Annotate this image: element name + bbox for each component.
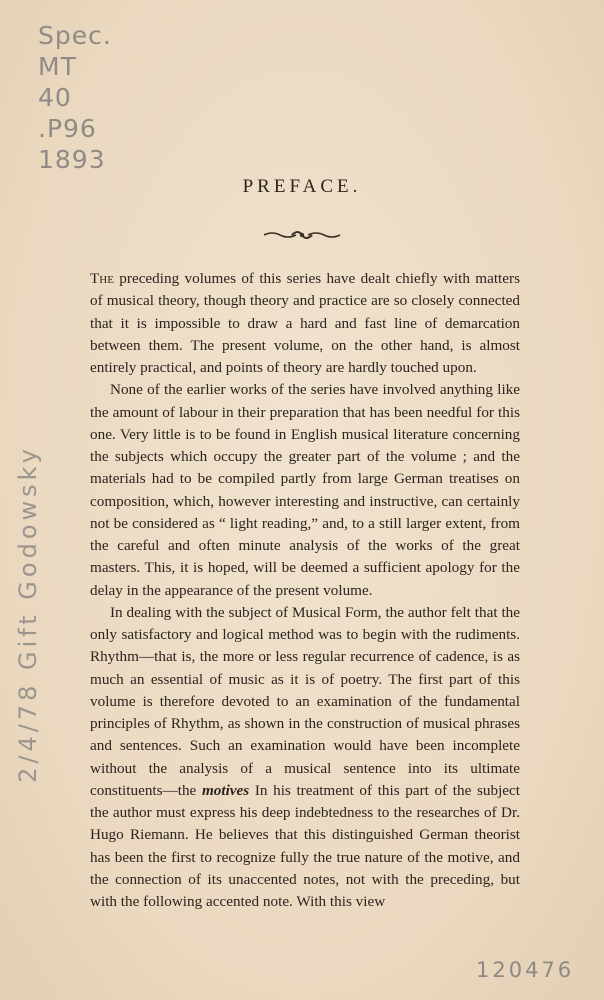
call-number-line: .P96 [38,114,97,143]
call-number-pencil-note [38,20,118,175]
ornament-divider-icon [262,228,342,242]
paragraph: The preceding volumes of this series have dealt chiefly with matters of musical theory, though theory and practice are so closely connected that it is impossible to draw a hard and fast line of demarcation between them. The present volume, on the other hand, is almost entirely practical, and points of theory are hardly touched upon. [90,270,520,376]
call-number-line: Spec. [38,21,112,50]
accession-number: 120476 [476,958,575,982]
paragraph-lead-word: The [90,270,114,287]
call-number-line: 1893 [38,145,106,174]
paragraph: None of the earlier works of the series have involved anything like the amount of labour in their preparation that has been needful for this one. Very little is to be found in English musical literature concerning the subjects which occupy the greater part of the volume ; and the materials had to be compiled partly from large German treatises on composition, which, however interesting and instructive, can certainly not be considered as “ light reading,” and, to a still larger extent, from the careful and often minute analysis of the works of the great masters. This, it is hoped, will be deemed a sufficient apology for the delay in the appearance of the present volume. [90,381,520,599]
preface-body [90,268,520,913]
page-title: PREFACE. [242,176,362,197]
emphasized-word: motives [201,781,250,799]
call-number-line: MT [38,52,77,81]
call-number-line: 40 [38,83,72,112]
paragraph: In dealing with the subject of Musical Form, the author felt that the only satisfactory and logical method was to begin with the rudiments. Rhythm—that is, the more or less regular recurrence of cadence, is as much an essential of music as it is of poetry. The first part of this volume is therefore devoted to an examination of the fundamental principles of Rhythm, as shown in the construction of musical phrases and sentences. Such an examination would have been incomplete without the analysis of a musical sentence into its ultimate constituents—the motives In his treatment of this part of the subject the author must express his deep indebtedness to the researches of Dr. Hugo Riemann. He believes that this distinguished German theorist has been the first to recognize fully the true nature of the motive, and the connection of its unaccented notes, not with the preceding, but with the following accented note. With this view [90,603,520,910]
margin-pencil-note: 2/4/78 Gift Godowsky [14,445,42,783]
